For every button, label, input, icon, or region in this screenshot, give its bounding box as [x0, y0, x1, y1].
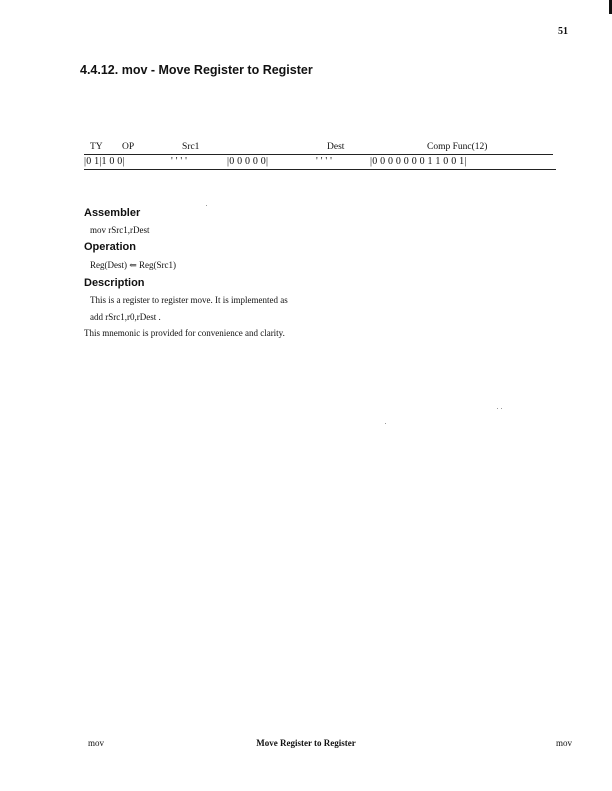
description-code: add rSrc1,r0,rDest . [90, 312, 161, 322]
assembler-syntax: mov rSrc1,rDest [90, 225, 150, 235]
assembler-heading: Assembler [84, 207, 141, 219]
field-header-rule [84, 154, 553, 155]
field-dest: Dest [327, 142, 345, 152]
footer-title: Move Register to Register [256, 738, 356, 748]
encoding-field-headers [84, 142, 553, 154]
scan-speck [206, 205, 207, 206]
bits-comp-func: |0 0 0 0 0 0 0 1 1 0 0 1| [370, 156, 467, 167]
bits-ty-op: |0 1|1 0 0| [84, 156, 125, 167]
bits-src1: ' ' ' ' [171, 156, 188, 167]
field-src1: Src1 [182, 142, 200, 152]
field-ty: TY [90, 142, 103, 152]
description-note: This mnemonic is provided for convenience and clarity. [84, 328, 285, 338]
page-number: 51 [558, 26, 568, 37]
scan-speck [385, 423, 386, 424]
field-comp-func: Comp Func(12) [427, 142, 488, 152]
operation-heading: Operation [84, 241, 136, 253]
bits-dest: ' ' ' ' [316, 156, 333, 167]
operation-expression: Reg(Dest) ⇐ Reg(Src1) [90, 260, 177, 270]
field-op: OP [122, 142, 135, 152]
section-title: 4.4.12. mov - Move Register to Register [80, 63, 313, 77]
description-heading: Description [84, 277, 145, 289]
description-text: This is a register to register move. It is implemented as [90, 295, 288, 305]
bits-rule [84, 169, 556, 170]
scan-speck [501, 408, 502, 409]
footer-right: mov [555, 738, 572, 748]
scan-speck [497, 408, 498, 409]
footer-left: mov [88, 738, 105, 748]
bits-zeros: |0 0 0 0 0| [227, 156, 269, 167]
